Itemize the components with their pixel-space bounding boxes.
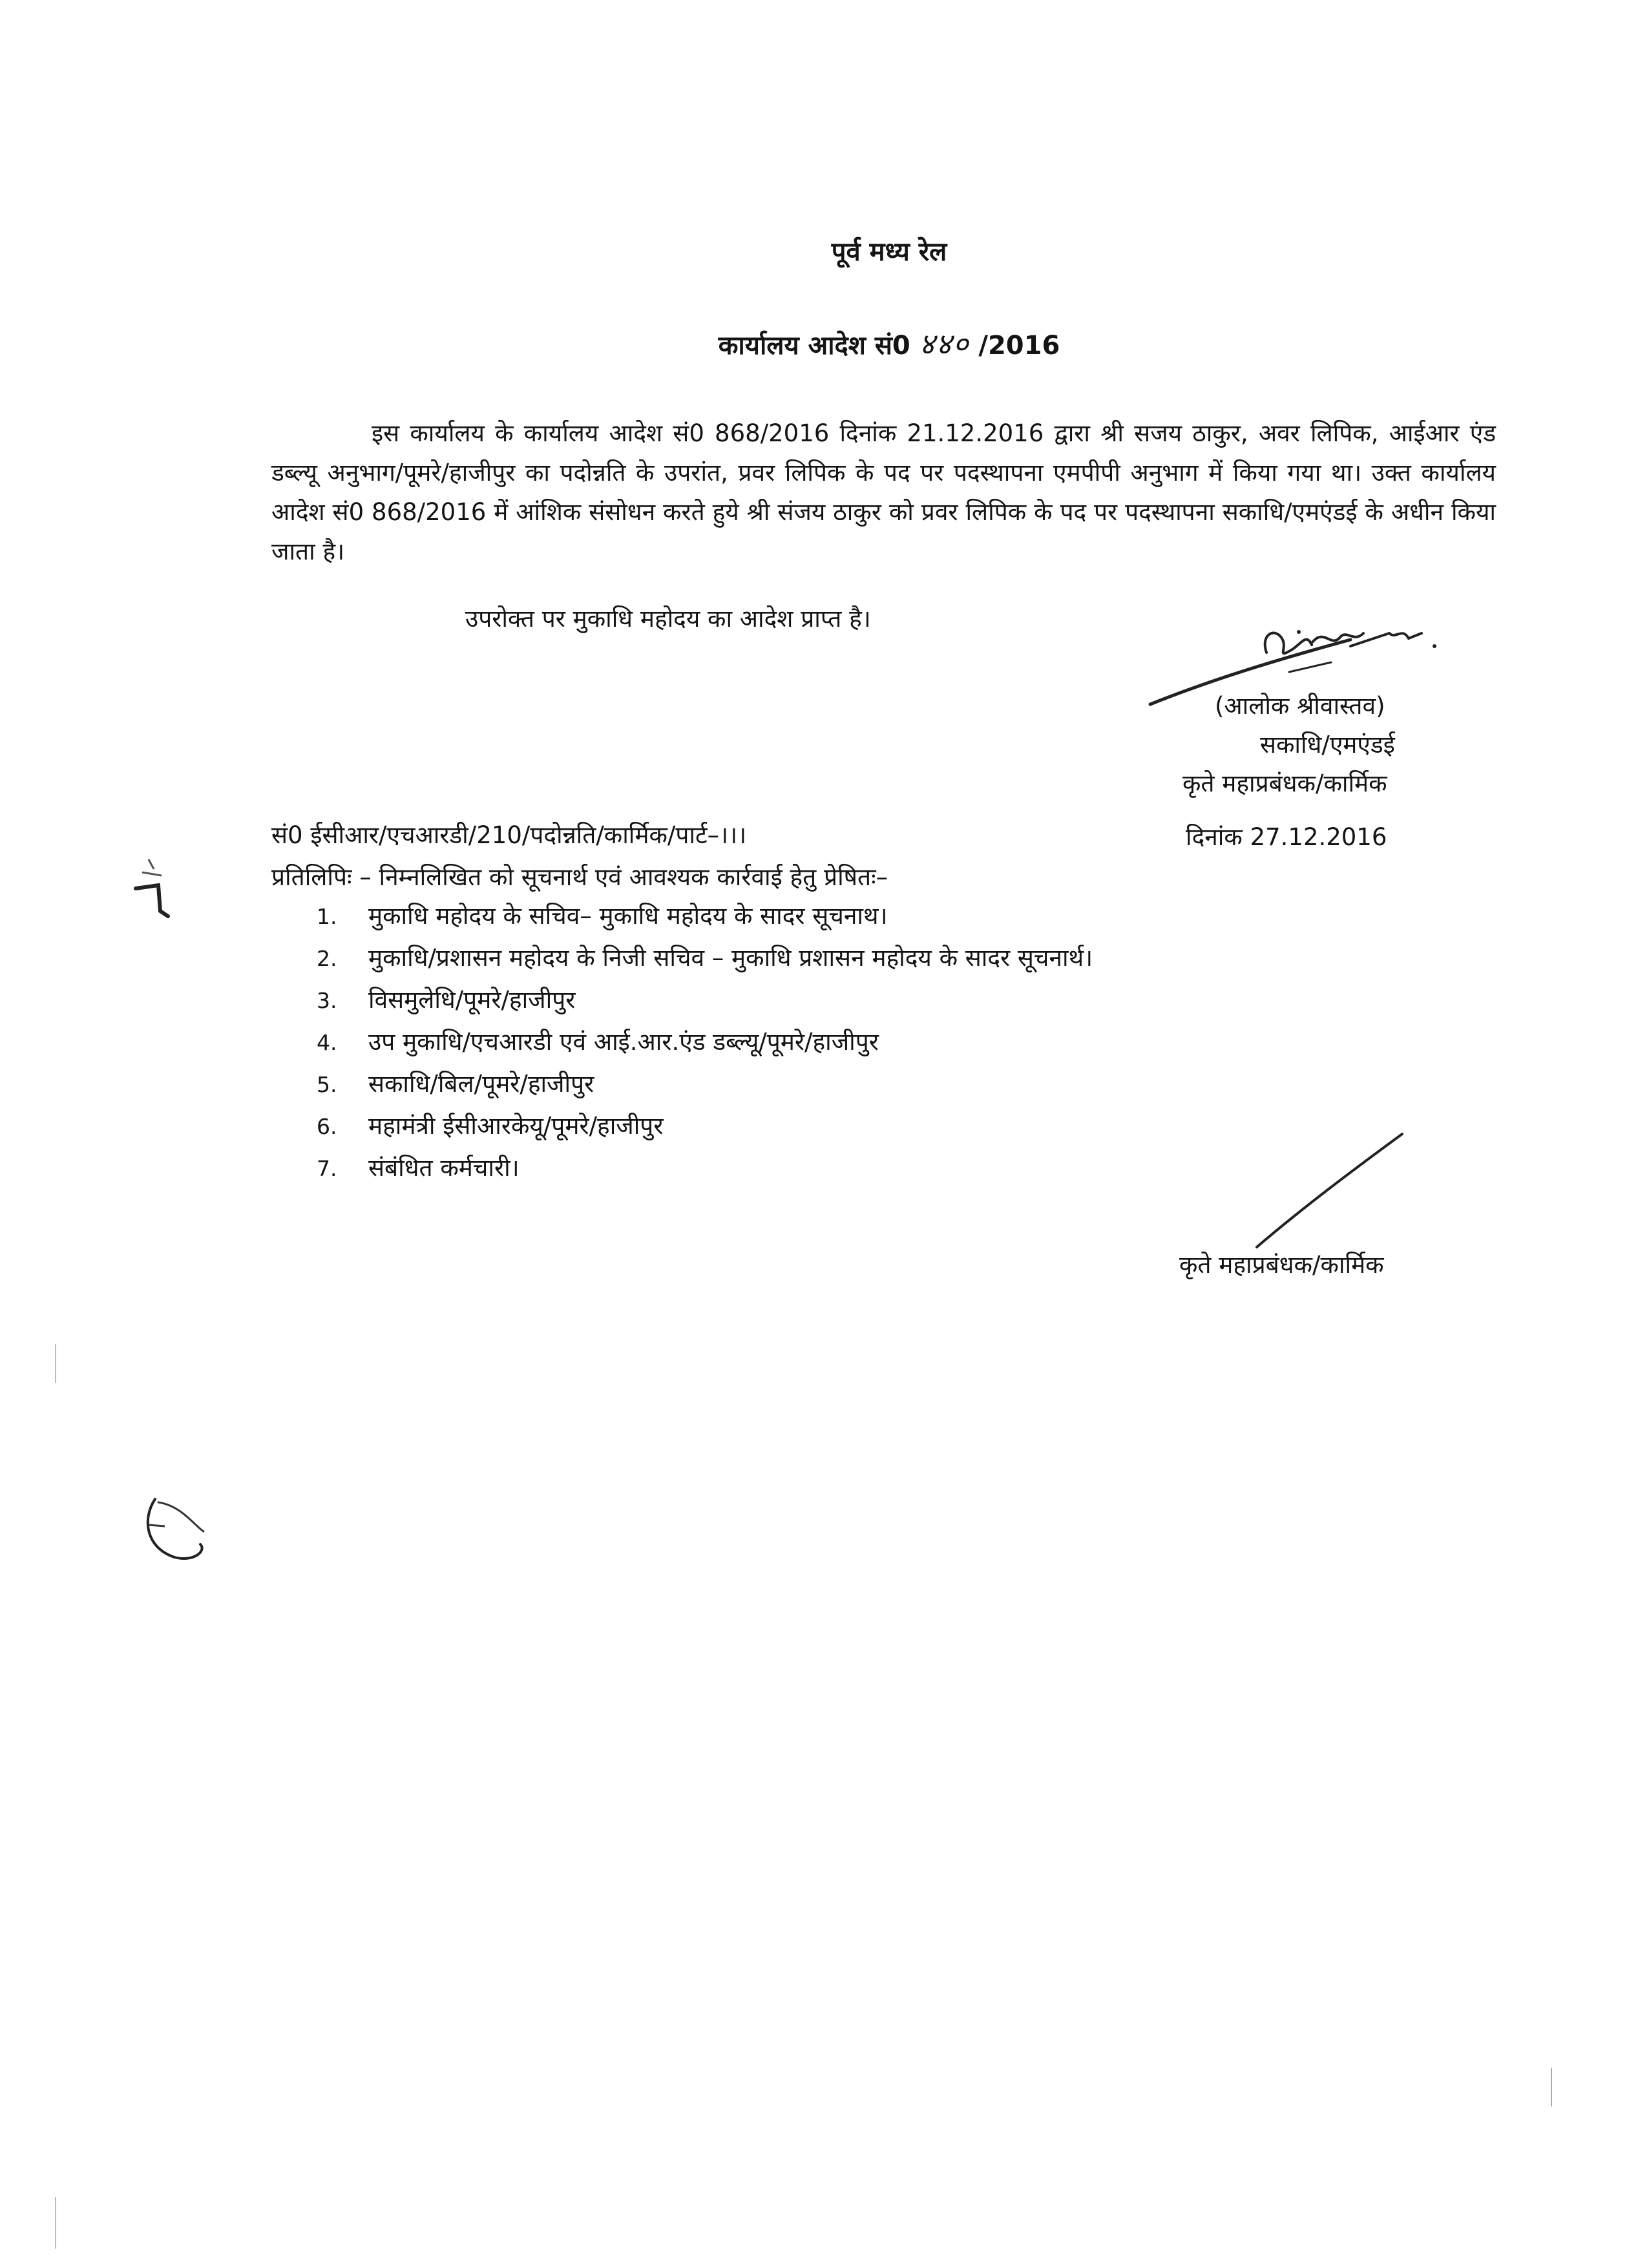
signatory-for-line: कृते महाप्रबंधक/कार्मिक [1182,770,1387,797]
list-item [317,898,1093,940]
order-number-handwritten: ४४० [919,326,970,361]
list-item-text: मुकाधि/प्रशासन महोदय के निजी सचिव – मुकाधि प्रशासन महोदय के सादर सूचनार्थ। [368,944,1093,972]
list-item-number: 5. [317,1072,337,1097]
scan-edge-line [55,2197,56,2249]
signatory-designation: सकाधि/एमएंडई [1260,731,1395,759]
signatory-name: (आलोक श्रीवास्तव) [1215,692,1385,720]
list-item [317,982,1093,1024]
list-item-number: 4. [317,1030,337,1055]
scan-edge-line [1551,2068,1552,2106]
list-item-number: 3. [317,988,337,1013]
list-item [317,1066,1093,1108]
list-item-number: 1. [317,904,337,929]
organization-title: पूर्व मध्य रेल [831,237,947,267]
list-item-text: सकाधि/बिल/पूमरे/हाजीपुर [368,1070,594,1098]
list-item-text: महामंत्री ईसीआरकेयू/पूमरे/हाजीपुर [368,1112,664,1140]
list-item-number: 7. [317,1156,337,1181]
list-item-text: उप मुकाधि/एचआरडी एवं आई.आर.एंड डब्ल्यू/पूमरे/हाजीपुर [368,1028,879,1056]
order-label: कार्यालय आदेश सं0 [718,331,910,361]
footer-for-line: कृते महाप्रबंधक/कार्मिक [1179,1251,1384,1279]
handwritten-slash-mark [1250,1124,1418,1254]
list-item-text: विसमुलेधि/पूमरे/हाजीपुर [368,986,576,1014]
list-item [317,1024,1093,1066]
scan-margin-mark [123,840,181,930]
order-year: /2016 [969,331,1060,361]
reference-number: सं0 ईसीआर/एचआरडी/210/पदोन्नति/कार्मिक/पार्ट–।।। [271,821,747,849]
scan-margin-mark [129,1486,220,1570]
scan-edge-line [55,1344,56,1383]
list-item [317,1150,1093,1192]
copy-to-heading: प्रतिलिपिः – निम्नलिखित को सूचनार्थ एवं आवश्यक कार्रवाई हेतु प्रेषितः– [271,863,888,891]
reference-date: दिनांक 27.12.2016 [1186,823,1387,851]
approval-line: उपरोक्त पर मुकाधि महोदय का आदेश प्राप्त है। [465,605,871,633]
order-body-paragraph: इस कार्यालय के कार्यालय आदेश सं0 868/2016 दिनांक 21.12.2016 द्वारा श्री सजय ठाकुर, अवर लिपिक, आईआर एंड डब्ल्यू अनुभाग/पूमरे/हाजीपुर का पदोन्नति के उपरांत, प्रवर लिपिक के पद पर पदस्थापना एमपीपी अनुभाग में किया गया था। उक्त कार्यालय आदेश सं0 868/2016 में आंशिक संसोधन करते हुये श्री संजय ठाकुर को प्रवर लिपिक के पद पर पदस्थापना सकाधि/एमएंडई के अधीन किया जाता है। [271,419,1496,565]
office-order-title [0,323,1649,363]
list-item [317,1108,1093,1150]
list-item-text: संबंधित कर्मचारी। [368,1154,520,1182]
list-item [317,940,1093,982]
list-item-number: 6. [317,1114,337,1139]
list-item-number: 2. [317,946,337,971]
copy-to-list [317,898,1093,1192]
list-item-text: मुकाधि महोदय के सचिव– मुकाधि महोदय के सादर सूचनाथ। [368,902,888,930]
